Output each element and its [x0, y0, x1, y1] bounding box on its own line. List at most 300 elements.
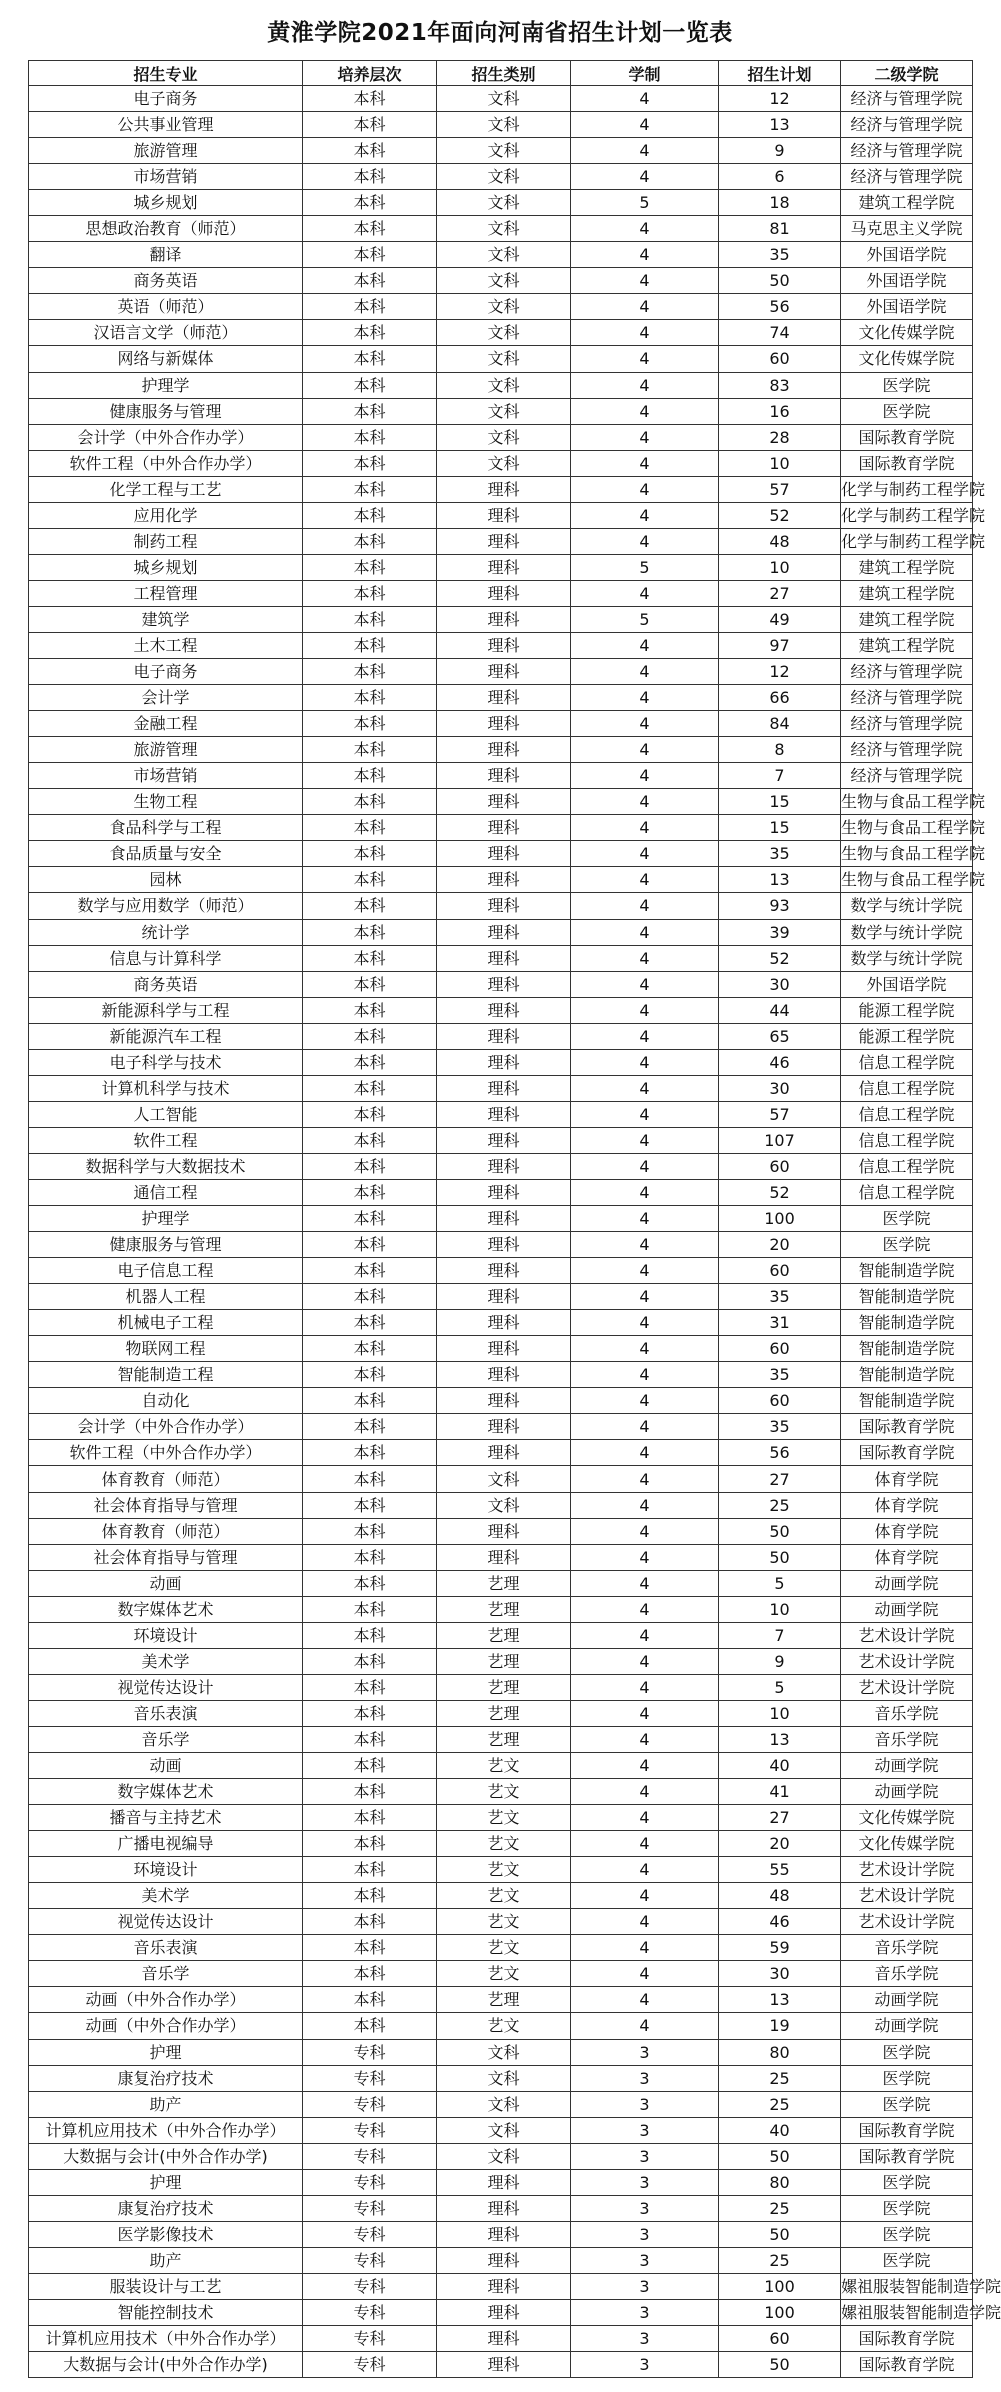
table-row — [29, 1440, 973, 1466]
cell-duration: 4 — [571, 2013, 719, 2039]
cell-category: 文科 — [437, 398, 571, 424]
cell-category: 艺文 — [437, 1857, 571, 1883]
cell-college: 动画学院 — [841, 1779, 973, 1805]
table-row — [29, 1023, 973, 1049]
cell-college: 文化传媒学院 — [841, 320, 973, 346]
cell-category: 艺理 — [437, 1648, 571, 1674]
cell-category: 理科 — [437, 2326, 571, 2352]
cell-duration: 4 — [571, 138, 719, 164]
cell-duration: 3 — [571, 2143, 719, 2169]
cell-duration: 4 — [571, 476, 719, 502]
cell-quota: 13 — [719, 1726, 841, 1752]
cell-level: 本科 — [303, 1622, 437, 1648]
cell-duration: 4 — [571, 580, 719, 606]
cell-quota: 13 — [719, 1987, 841, 2013]
cell-duration: 4 — [571, 1466, 719, 1492]
cell-level: 本科 — [303, 971, 437, 997]
cell-major: 公共事业管理 — [29, 112, 303, 138]
cell-quota: 7 — [719, 1622, 841, 1648]
table-row — [29, 320, 973, 346]
cell-college: 信息工程学院 — [841, 1049, 973, 1075]
cell-quota: 30 — [719, 1075, 841, 1101]
cell-quota: 16 — [719, 398, 841, 424]
cell-quota: 35 — [719, 242, 841, 268]
cell-level: 本科 — [303, 815, 437, 841]
cell-college: 动画学院 — [841, 1987, 973, 2013]
cell-level: 本科 — [303, 763, 437, 789]
cell-level: 本科 — [303, 1753, 437, 1779]
cell-quota: 35 — [719, 1284, 841, 1310]
table-row — [29, 737, 973, 763]
cell-duration: 4 — [571, 737, 719, 763]
cell-major: 美术学 — [29, 1648, 303, 1674]
cell-quota: 10 — [719, 1596, 841, 1622]
table-row — [29, 346, 973, 372]
cell-duration: 4 — [571, 1961, 719, 1987]
cell-quota: 40 — [719, 2117, 841, 2143]
cell-quota: 15 — [719, 789, 841, 815]
cell-duration: 4 — [571, 1883, 719, 1909]
cell-college: 智能制造学院 — [841, 1284, 973, 1310]
cell-level: 本科 — [303, 320, 437, 346]
cell-college: 信息工程学院 — [841, 1153, 973, 1179]
cell-major: 智能控制技术 — [29, 2299, 303, 2325]
table-row — [29, 763, 973, 789]
cell-level: 本科 — [303, 1153, 437, 1179]
cell-major: 电子商务 — [29, 659, 303, 685]
cell-quota: 25 — [719, 2065, 841, 2091]
cell-category: 文科 — [437, 1492, 571, 1518]
cell-level: 本科 — [303, 164, 437, 190]
cell-quota: 30 — [719, 1961, 841, 1987]
cell-level: 本科 — [303, 1310, 437, 1336]
table-row — [29, 1596, 973, 1622]
cell-quota: 50 — [719, 2221, 841, 2247]
cell-duration: 4 — [571, 112, 719, 138]
table-row — [29, 554, 973, 580]
cell-college: 生物与食品工程学院 — [841, 841, 973, 867]
cell-major: 物联网工程 — [29, 1336, 303, 1362]
cell-duration: 4 — [571, 841, 719, 867]
cell-category: 理科 — [437, 1127, 571, 1153]
cell-quota: 28 — [719, 424, 841, 450]
cell-major: 土木工程 — [29, 632, 303, 658]
cell-quota: 7 — [719, 763, 841, 789]
table-row — [29, 398, 973, 424]
cell-college: 外国语学院 — [841, 971, 973, 997]
cell-major: 数字媒体艺术 — [29, 1779, 303, 1805]
cell-duration: 4 — [571, 1596, 719, 1622]
table-row — [29, 580, 973, 606]
cell-college: 数学与统计学院 — [841, 945, 973, 971]
cell-major: 环境设计 — [29, 1857, 303, 1883]
table-row — [29, 138, 973, 164]
cell-quota: 81 — [719, 216, 841, 242]
cell-level: 本科 — [303, 580, 437, 606]
cell-college: 化学与制药工程学院 — [841, 502, 973, 528]
cell-category: 文科 — [437, 190, 571, 216]
cell-level: 本科 — [303, 1544, 437, 1570]
cell-duration: 3 — [571, 2247, 719, 2273]
table-row — [29, 919, 973, 945]
cell-duration: 3 — [571, 2352, 719, 2378]
cell-college: 艺术设计学院 — [841, 1648, 973, 1674]
cell-level: 本科 — [303, 632, 437, 658]
cell-category: 艺文 — [437, 1935, 571, 1961]
cell-quota: 66 — [719, 685, 841, 711]
cell-duration: 4 — [571, 1805, 719, 1831]
cell-college: 音乐学院 — [841, 1935, 973, 1961]
cell-major: 音乐表演 — [29, 1700, 303, 1726]
cell-category: 文科 — [437, 268, 571, 294]
cell-level: 本科 — [303, 1779, 437, 1805]
cell-college: 国际教育学院 — [841, 2352, 973, 2378]
cell-quota: 100 — [719, 1206, 841, 1232]
cell-major: 食品科学与工程 — [29, 815, 303, 841]
cell-college: 医学院 — [841, 2169, 973, 2195]
table-row — [29, 528, 973, 554]
cell-college: 经济与管理学院 — [841, 711, 973, 737]
cell-quota: 50 — [719, 1518, 841, 1544]
cell-quota: 25 — [719, 1492, 841, 1518]
cell-duration: 4 — [571, 1544, 719, 1570]
cell-college: 动画学院 — [841, 1753, 973, 1779]
cell-category: 文科 — [437, 164, 571, 190]
cell-level: 本科 — [303, 919, 437, 945]
table-body — [29, 86, 1001, 2378]
cell-level: 本科 — [303, 1232, 437, 1258]
cell-level: 专科 — [303, 2247, 437, 2273]
header-major: 招生专业 — [29, 61, 303, 86]
cell-level: 本科 — [303, 1700, 437, 1726]
cell-category: 文科 — [437, 2039, 571, 2065]
cell-major: 自动化 — [29, 1388, 303, 1414]
table-row — [29, 294, 973, 320]
cell-level: 本科 — [303, 867, 437, 893]
cell-quota: 80 — [719, 2039, 841, 2065]
cell-quota: 60 — [719, 2326, 841, 2352]
cell-major: 机器人工程 — [29, 1284, 303, 1310]
cell-duration: 3 — [571, 2169, 719, 2195]
cell-level: 本科 — [303, 424, 437, 450]
cell-college: 信息工程学院 — [841, 1101, 973, 1127]
cell-category: 理科 — [437, 1362, 571, 1388]
table-row — [29, 372, 973, 398]
table-row — [29, 815, 973, 841]
cell-level: 本科 — [303, 2013, 437, 2039]
cell-quota: 10 — [719, 554, 841, 580]
cell-major: 音乐表演 — [29, 1935, 303, 1961]
table-row — [29, 1570, 973, 1596]
cell-major: 化学工程与工艺 — [29, 476, 303, 502]
page-title: 黄淮学院2021年面向河南省招生计划一览表 — [267, 20, 733, 46]
cell-college: 嫘祖服装智能制造学院 — [841, 2273, 973, 2299]
table-row — [29, 1258, 973, 1284]
cell-college: 外国语学院 — [841, 294, 973, 320]
cell-category: 文科 — [437, 2117, 571, 2143]
cell-college: 嫘祖服装智能制造学院 — [841, 2299, 973, 2325]
cell-category: 理科 — [437, 971, 571, 997]
cell-college: 信息工程学院 — [841, 1127, 973, 1153]
cell-duration: 4 — [571, 424, 719, 450]
cell-quota: 107 — [719, 1127, 841, 1153]
cell-category: 理科 — [437, 2299, 571, 2325]
cell-category: 理科 — [437, 476, 571, 502]
cell-college: 动画学院 — [841, 1570, 973, 1596]
cell-duration: 4 — [571, 945, 719, 971]
cell-college: 医学院 — [841, 2065, 973, 2091]
table-row — [29, 1232, 973, 1258]
cell-duration: 4 — [571, 1492, 719, 1518]
cell-major: 视觉传达设计 — [29, 1674, 303, 1700]
table-row — [29, 112, 973, 138]
cell-category: 文科 — [437, 112, 571, 138]
table-row — [29, 867, 973, 893]
cell-category: 文科 — [437, 450, 571, 476]
cell-quota: 9 — [719, 1648, 841, 1674]
cell-level: 本科 — [303, 346, 437, 372]
cell-duration: 4 — [571, 997, 719, 1023]
table-row — [29, 1127, 973, 1153]
cell-duration: 4 — [571, 164, 719, 190]
cell-level: 本科 — [303, 138, 437, 164]
cell-college: 智能制造学院 — [841, 1310, 973, 1336]
cell-duration: 4 — [571, 1075, 719, 1101]
cell-college: 智能制造学院 — [841, 1258, 973, 1284]
table-row — [29, 2221, 973, 2247]
cell-college: 体育学院 — [841, 1518, 973, 1544]
table-row — [29, 632, 973, 658]
cell-major: 统计学 — [29, 919, 303, 945]
cell-college: 信息工程学院 — [841, 1179, 973, 1205]
table-row — [29, 1075, 973, 1101]
cell-category: 文科 — [437, 2091, 571, 2117]
cell-level: 本科 — [303, 1023, 437, 1049]
cell-level: 本科 — [303, 1127, 437, 1153]
cell-duration: 4 — [571, 659, 719, 685]
cell-major: 会计学 — [29, 685, 303, 711]
table-row — [29, 1101, 973, 1127]
table-row — [29, 685, 973, 711]
table-row — [29, 216, 973, 242]
cell-level: 本科 — [303, 1179, 437, 1205]
table-row — [29, 2143, 973, 2169]
cell-category: 理科 — [437, 659, 571, 685]
cell-quota: 48 — [719, 528, 841, 554]
cell-college: 医学院 — [841, 1206, 973, 1232]
cell-major: 食品质量与安全 — [29, 841, 303, 867]
cell-duration: 4 — [571, 632, 719, 658]
cell-category: 文科 — [437, 2065, 571, 2091]
cell-category: 理科 — [437, 606, 571, 632]
cell-major: 机械电子工程 — [29, 1310, 303, 1336]
cell-major: 会计学（中外合作办学） — [29, 424, 303, 450]
header-level: 培养层次 — [303, 61, 437, 86]
cell-college: 生物与食品工程学院 — [841, 867, 973, 893]
cell-quota: 60 — [719, 346, 841, 372]
cell-category: 艺文 — [437, 2013, 571, 2039]
cell-college: 经济与管理学院 — [841, 659, 973, 685]
cell-major: 动画（中外合作办学） — [29, 2013, 303, 2039]
cell-level: 本科 — [303, 1961, 437, 1987]
table-row — [29, 1961, 973, 1987]
table-row — [29, 1909, 973, 1935]
cell-level: 本科 — [303, 476, 437, 502]
cell-major: 新能源科学与工程 — [29, 997, 303, 1023]
cell-duration: 4 — [571, 815, 719, 841]
table-row — [29, 1857, 973, 1883]
cell-major: 电子科学与技术 — [29, 1049, 303, 1075]
cell-college: 艺术设计学院 — [841, 1622, 973, 1648]
cell-level: 本科 — [303, 1492, 437, 1518]
cell-category: 理科 — [437, 1206, 571, 1232]
table-row — [29, 242, 973, 268]
cell-major: 制药工程 — [29, 528, 303, 554]
cell-duration: 4 — [571, 685, 719, 711]
cell-category: 理科 — [437, 554, 571, 580]
cell-duration: 4 — [571, 867, 719, 893]
cell-quota: 25 — [719, 2091, 841, 2117]
cell-level: 本科 — [303, 659, 437, 685]
cell-college: 数学与统计学院 — [841, 893, 973, 919]
cell-quota: 8 — [719, 737, 841, 763]
table-row — [29, 2299, 973, 2325]
cell-major: 计算机应用技术（中外合作办学） — [29, 2117, 303, 2143]
cell-category: 理科 — [437, 997, 571, 1023]
cell-duration: 3 — [571, 2039, 719, 2065]
cell-quota: 19 — [719, 2013, 841, 2039]
cell-category: 艺理 — [437, 1570, 571, 1596]
cell-college: 智能制造学院 — [841, 1362, 973, 1388]
cell-level: 本科 — [303, 1935, 437, 1961]
cell-quota: 55 — [719, 1857, 841, 1883]
cell-quota: 56 — [719, 1440, 841, 1466]
cell-category: 文科 — [437, 138, 571, 164]
cell-college: 文化传媒学院 — [841, 1805, 973, 1831]
table-row — [29, 1206, 973, 1232]
cell-major: 社会体育指导与管理 — [29, 1492, 303, 1518]
enrollment-table — [28, 60, 1001, 2378]
cell-major: 电子商务 — [29, 86, 303, 112]
table-row — [29, 1049, 973, 1075]
cell-level: 本科 — [303, 294, 437, 320]
cell-category: 文科 — [437, 242, 571, 268]
cell-major: 护理学 — [29, 1206, 303, 1232]
cell-college: 能源工程学院 — [841, 997, 973, 1023]
cell-level: 本科 — [303, 1206, 437, 1232]
cell-college: 建筑工程学院 — [841, 606, 973, 632]
cell-quota: 50 — [719, 268, 841, 294]
cell-quota: 35 — [719, 1414, 841, 1440]
cell-category: 文科 — [437, 346, 571, 372]
cell-major: 数字媒体艺术 — [29, 1596, 303, 1622]
cell-college: 医学院 — [841, 398, 973, 424]
cell-major: 信息与计算科学 — [29, 945, 303, 971]
header-duration: 学制 — [571, 61, 719, 86]
cell-college: 艺术设计学院 — [841, 1883, 973, 1909]
cell-college: 动画学院 — [841, 2013, 973, 2039]
cell-duration: 4 — [571, 1414, 719, 1440]
cell-major: 智能制造工程 — [29, 1362, 303, 1388]
cell-level: 本科 — [303, 1284, 437, 1310]
cell-level: 专科 — [303, 2117, 437, 2143]
cell-category: 理科 — [437, 841, 571, 867]
cell-category: 理科 — [437, 502, 571, 528]
cell-quota: 93 — [719, 893, 841, 919]
cell-level: 专科 — [303, 2039, 437, 2065]
cell-level: 本科 — [303, 242, 437, 268]
table-row — [29, 1935, 973, 1961]
cell-duration: 3 — [571, 2065, 719, 2091]
cell-college: 化学与制药工程学院 — [841, 476, 973, 502]
cell-college: 音乐学院 — [841, 1700, 973, 1726]
cell-level: 本科 — [303, 1805, 437, 1831]
cell-quota: 5 — [719, 1674, 841, 1700]
cell-quota: 83 — [719, 372, 841, 398]
cell-college: 经济与管理学院 — [841, 138, 973, 164]
cell-category: 艺文 — [437, 1909, 571, 1935]
cell-category: 理科 — [437, 1388, 571, 1414]
cell-duration: 4 — [571, 1622, 719, 1648]
cell-quota: 100 — [719, 2299, 841, 2325]
table-row — [29, 971, 973, 997]
cell-duration: 4 — [571, 1310, 719, 1336]
table-row — [29, 1179, 973, 1205]
cell-level: 本科 — [303, 1883, 437, 1909]
cell-category: 理科 — [437, 1232, 571, 1258]
cell-major: 人工智能 — [29, 1101, 303, 1127]
cell-major: 大数据与会计(中外合作办学) — [29, 2352, 303, 2378]
cell-major: 护理 — [29, 2039, 303, 2065]
cell-quota: 27 — [719, 580, 841, 606]
cell-category: 理科 — [437, 919, 571, 945]
table-row — [29, 424, 973, 450]
cell-major: 旅游管理 — [29, 737, 303, 763]
cell-college: 经济与管理学院 — [841, 112, 973, 138]
cell-major: 服装设计与工艺 — [29, 2273, 303, 2299]
table-row — [29, 164, 973, 190]
cell-major: 康复治疗技术 — [29, 2065, 303, 2091]
cell-quota: 46 — [719, 1909, 841, 1935]
cell-college: 体育学院 — [841, 1466, 973, 1492]
cell-category: 理科 — [437, 1023, 571, 1049]
cell-college: 建筑工程学院 — [841, 632, 973, 658]
cell-major: 广播电视编导 — [29, 1831, 303, 1857]
cell-level: 专科 — [303, 2326, 437, 2352]
cell-college: 经济与管理学院 — [841, 763, 973, 789]
cell-quota: 12 — [719, 659, 841, 685]
table-row — [29, 1805, 973, 1831]
cell-duration: 4 — [571, 971, 719, 997]
cell-major: 商务英语 — [29, 268, 303, 294]
cell-level: 本科 — [303, 1440, 437, 1466]
cell-college: 经济与管理学院 — [841, 737, 973, 763]
cell-major: 会计学（中外合作办学） — [29, 1414, 303, 1440]
cell-category: 艺文 — [437, 1779, 571, 1805]
cell-college: 建筑工程学院 — [841, 554, 973, 580]
cell-college: 音乐学院 — [841, 1961, 973, 1987]
cell-college: 国际教育学院 — [841, 1440, 973, 1466]
cell-major: 助产 — [29, 2091, 303, 2117]
cell-duration: 4 — [571, 216, 719, 242]
cell-duration: 4 — [571, 919, 719, 945]
cell-major: 英语（师范） — [29, 294, 303, 320]
cell-category: 艺理 — [437, 1674, 571, 1700]
table-row — [29, 2169, 973, 2195]
cell-duration: 4 — [571, 294, 719, 320]
cell-quota: 56 — [719, 294, 841, 320]
cell-college: 建筑工程学院 — [841, 580, 973, 606]
